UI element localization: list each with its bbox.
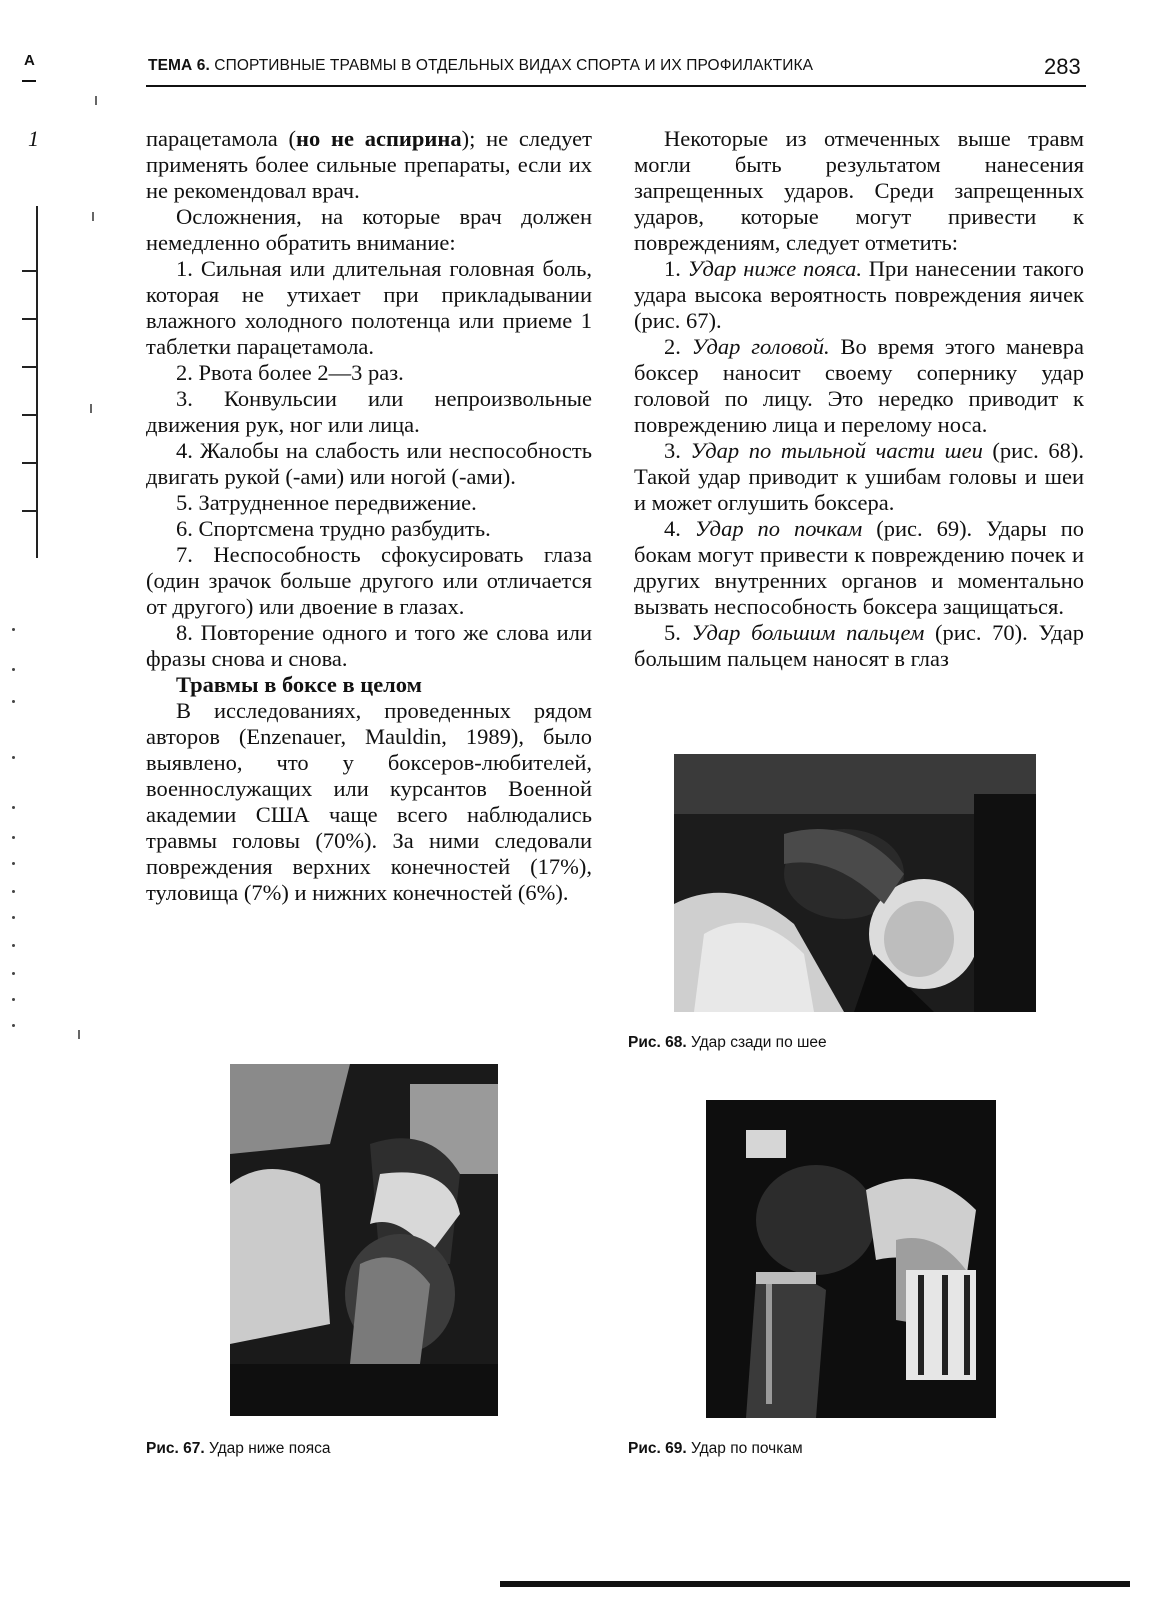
- item-number: 1.: [664, 256, 681, 281]
- scan-speck: [95, 96, 97, 105]
- header-rule: [146, 85, 1086, 87]
- margin-dot: [12, 628, 15, 631]
- paragraph: Осложнения, на которые врач должен немедленно обратить внимание:: [146, 204, 592, 255]
- figure-caption-text: Удар по почкам: [686, 1440, 803, 1457]
- item-number: 2.: [664, 334, 681, 359]
- list-item: 6. Спортсмена трудно разбудить.: [176, 516, 491, 541]
- margin-tick: [22, 462, 36, 464]
- margin-dot: [12, 668, 15, 671]
- margin-number: 1: [28, 126, 39, 151]
- margin-tick: [22, 510, 36, 512]
- item-term: Удар по тыльной части шеи: [690, 438, 983, 463]
- margin-dot: [12, 890, 15, 893]
- figure-69-photo: [706, 1100, 996, 1418]
- scan-speck: [92, 212, 94, 221]
- figure-label: Рис. 67.: [146, 1440, 205, 1457]
- item-text: (рис. 68). Такой удар приводит к ушибам головы и шеи и может оглушить боксера.: [634, 438, 1084, 515]
- margin-dot: [12, 836, 15, 839]
- margin-letter-rule: [22, 80, 36, 82]
- list-item: [634, 334, 1084, 438]
- margin-bracket: [26, 206, 38, 558]
- list-item: [634, 438, 1084, 516]
- page-number: 283: [1044, 54, 1081, 79]
- list-item: 3. Конвульсии или непроизвольные движения рук, ног или лица.: [146, 386, 592, 437]
- item-term: Удар большим пальцем: [691, 620, 925, 645]
- list-item: 2. Рвота более 2—3 раз.: [176, 360, 404, 385]
- item-term: Удар по почкам: [694, 516, 863, 541]
- margin-tick: [22, 318, 36, 320]
- list-item: 8. Повторение одного и того же слова или фразы снова и снова.: [146, 620, 592, 671]
- margin-letter: А: [24, 52, 35, 69]
- list-item: 5. Затрудненное передвижение.: [176, 490, 477, 515]
- right-column: [634, 126, 1084, 672]
- bottom-scan-bar: [500, 1581, 1130, 1587]
- text-span: парацетамола (: [146, 126, 297, 151]
- list-item: [634, 620, 1084, 672]
- figure-68-caption: [628, 1034, 827, 1052]
- item-text: Во время этого маневра боксер наносит своему сопернику удар головой по лицу. Это нередко приводит к повреждению лица и перелому носа.: [634, 334, 1084, 437]
- list-item: [634, 516, 1084, 620]
- margin-dot: [12, 700, 15, 703]
- margin-dot: [12, 756, 15, 759]
- margin-dot: [12, 806, 15, 809]
- margin-tick: [22, 270, 36, 272]
- margin-dot: [12, 944, 15, 947]
- figure-caption-text: Удар сзади по шее: [686, 1034, 827, 1051]
- margin-dot: [12, 998, 15, 1001]
- item-number: 5.: [664, 620, 681, 645]
- figure-label: Рис. 68.: [628, 1034, 687, 1051]
- left-column: [146, 126, 592, 906]
- margin-dot: [12, 862, 15, 865]
- list-item: 1. Сильная или длительная головная боль, которая не утихает при прикладывании влажного холодного полотенца или приеме 1 таблетки парацетамола.: [146, 256, 592, 359]
- scan-speck: [90, 404, 92, 413]
- running-header: [148, 57, 813, 75]
- margin-tick: [22, 366, 36, 368]
- section-subheading: Травмы в боксе в целом: [176, 672, 422, 697]
- margin-dot: [12, 916, 15, 919]
- paragraph: В исследованиях, проведенных рядом авторов (Enzenauer, Mauldin, 1989), было выявлено, что у боксеров-любителей, военнослужащих или курсантов Военной академии США чаще всего наблюдались травмы головы (70%). За ними следовали повреждения верхних конечностей (17%), туловища (7%) и нижних конечностей (6%).: [146, 698, 592, 905]
- figure-label: Рис. 69.: [628, 1440, 687, 1457]
- scan-speck: [78, 1030, 80, 1039]
- running-header-title: СПОРТИВНЫЕ ТРАВМЫ В ОТДЕЛЬНЫХ ВИДАХ СПОРТА И ИХ ПРОФИЛАКТИКА: [214, 57, 814, 74]
- item-text: (рис. 70). Удар большим пальцем наносят в глаз: [634, 620, 1084, 671]
- list-item: [634, 256, 1084, 334]
- margin-tick: [22, 414, 36, 416]
- figure-67-photo: [230, 1064, 498, 1416]
- item-term: Удар головой.: [691, 334, 830, 359]
- figure-67-caption: [146, 1440, 330, 1458]
- item-text: При нанесении такого удара высока вероятность повреждения яичек (рис. 67).: [634, 256, 1084, 333]
- item-text: (рис. 69). Удары по бокам могут привести к повреждению почек и других внутренних органов и моментально вызвать неспособность боксера защищаться.: [634, 516, 1084, 619]
- figure-69-caption: [628, 1440, 803, 1458]
- list-item: 4. Жалобы на слабость или неспособность двигать рукой (-ами) или ногой (-ами).: [146, 438, 592, 489]
- list-item: 7. Неспособность сфокусировать глаза (один зрачок больше другого или отличается от другого) или двоение в глазах.: [146, 542, 592, 619]
- margin-dot: [12, 1024, 15, 1027]
- figure-68-photo: [674, 754, 1036, 1012]
- paragraph: [146, 126, 592, 204]
- item-number: 4.: [664, 516, 681, 541]
- running-header-topic-label: ТЕМА 6.: [148, 57, 210, 74]
- paragraph: Некоторые из отмеченных выше травм могли быть результатом нанесения запрещенных ударов. Среди запрещенных ударов, которые могут привести к повреждениям, следует отметить:: [634, 126, 1084, 255]
- bold-emphasis: но не аспирина: [296, 126, 462, 151]
- figure-caption-text: Удар ниже пояса: [204, 1440, 331, 1457]
- text-span: ); не следует применять более сильные препараты, если их не рекомендовал врач.: [146, 126, 592, 203]
- item-term: Удар ниже пояса.: [687, 256, 862, 281]
- margin-dot: [12, 972, 15, 975]
- item-number: 3.: [664, 438, 681, 463]
